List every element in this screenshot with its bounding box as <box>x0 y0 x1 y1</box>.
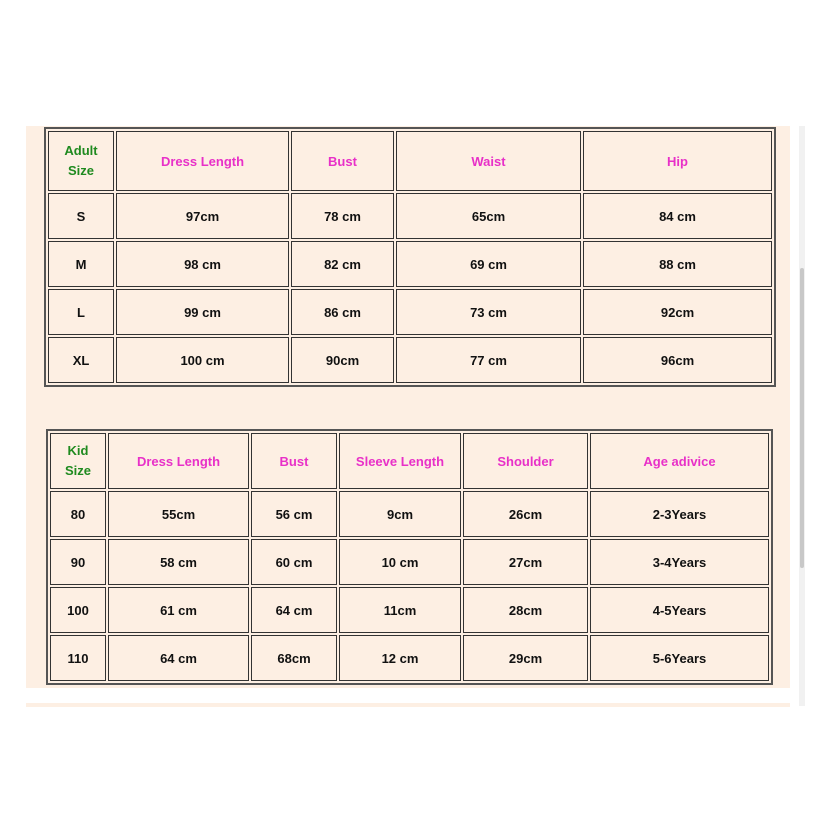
adult-header-row <box>48 131 772 191</box>
table-row <box>48 241 772 287</box>
table-cell: 84 cm <box>583 193 772 239</box>
table-cell: 5-6Years <box>590 635 769 681</box>
table-row <box>48 193 772 239</box>
table-row <box>48 289 772 335</box>
size-cell: 110 <box>50 635 106 681</box>
table-cell: 69 cm <box>396 241 581 287</box>
table-cell: 64 cm <box>251 587 337 633</box>
bottom-divider <box>26 703 790 707</box>
table-cell: 90cm <box>291 337 394 383</box>
size-cell: S <box>48 193 114 239</box>
table-cell: 27cm <box>463 539 588 585</box>
column-header: Dress Length <box>108 433 249 489</box>
kid-size-corner <box>50 433 106 489</box>
table-cell: 92cm <box>583 289 772 335</box>
table-cell: 65cm <box>396 193 581 239</box>
column-header: Shoulder <box>463 433 588 489</box>
table-cell: 64 cm <box>108 635 249 681</box>
kid-size-table <box>46 429 773 685</box>
table-cell: 99 cm <box>116 289 289 335</box>
table-cell: 26cm <box>463 491 588 537</box>
table-cell: 61 cm <box>108 587 249 633</box>
table-cell: 29cm <box>463 635 588 681</box>
corner-line-1: Kid <box>67 443 89 458</box>
size-cell: XL <box>48 337 114 383</box>
table-cell: 4-5Years <box>590 587 769 633</box>
column-header: Sleeve Length <box>339 433 461 489</box>
table-cell: 82 cm <box>291 241 394 287</box>
table-cell: 96cm <box>583 337 772 383</box>
table-cell: 86 cm <box>291 289 394 335</box>
adult-size-table <box>44 127 776 387</box>
table-cell: 2-3Years <box>590 491 769 537</box>
table-row <box>50 587 769 633</box>
kid-header-row <box>50 433 769 489</box>
table-cell: 9cm <box>339 491 461 537</box>
table-cell: 55cm <box>108 491 249 537</box>
adult-size-corner <box>48 131 114 191</box>
table-cell: 3-4Years <box>590 539 769 585</box>
table-cell: 78 cm <box>291 193 394 239</box>
column-header: Age adivice <box>590 433 769 489</box>
corner-line-1: Adult <box>64 143 98 158</box>
table-cell: 28cm <box>463 587 588 633</box>
size-cell: M <box>48 241 114 287</box>
table-row <box>50 539 769 585</box>
table-cell: 97cm <box>116 193 289 239</box>
table-cell: 10 cm <box>339 539 461 585</box>
table-cell: 56 cm <box>251 491 337 537</box>
table-cell: 60 cm <box>251 539 337 585</box>
size-cell: 90 <box>50 539 106 585</box>
corner-line-2: Size <box>64 463 91 478</box>
table-cell: 98 cm <box>116 241 289 287</box>
table-cell: 58 cm <box>108 539 249 585</box>
table-cell: 77 cm <box>396 337 581 383</box>
size-cell: 80 <box>50 491 106 537</box>
corner-line-2: Size <box>67 163 94 178</box>
column-header: Bust <box>251 433 337 489</box>
table-cell: 11cm <box>339 587 461 633</box>
column-header: Waist <box>396 131 581 191</box>
table-cell: 73 cm <box>396 289 581 335</box>
size-cell: 100 <box>50 587 106 633</box>
table-cell: 12 cm <box>339 635 461 681</box>
column-header: Hip <box>583 131 772 191</box>
table-row <box>48 337 772 383</box>
scrollbar-thumb[interactable] <box>800 268 804 568</box>
table-row <box>50 635 769 681</box>
table-row <box>50 491 769 537</box>
size-cell: L <box>48 289 114 335</box>
table-cell: 88 cm <box>583 241 772 287</box>
column-header: Bust <box>291 131 394 191</box>
table-cell: 68cm <box>251 635 337 681</box>
column-header: Dress Length <box>116 131 289 191</box>
table-cell: 100 cm <box>116 337 289 383</box>
